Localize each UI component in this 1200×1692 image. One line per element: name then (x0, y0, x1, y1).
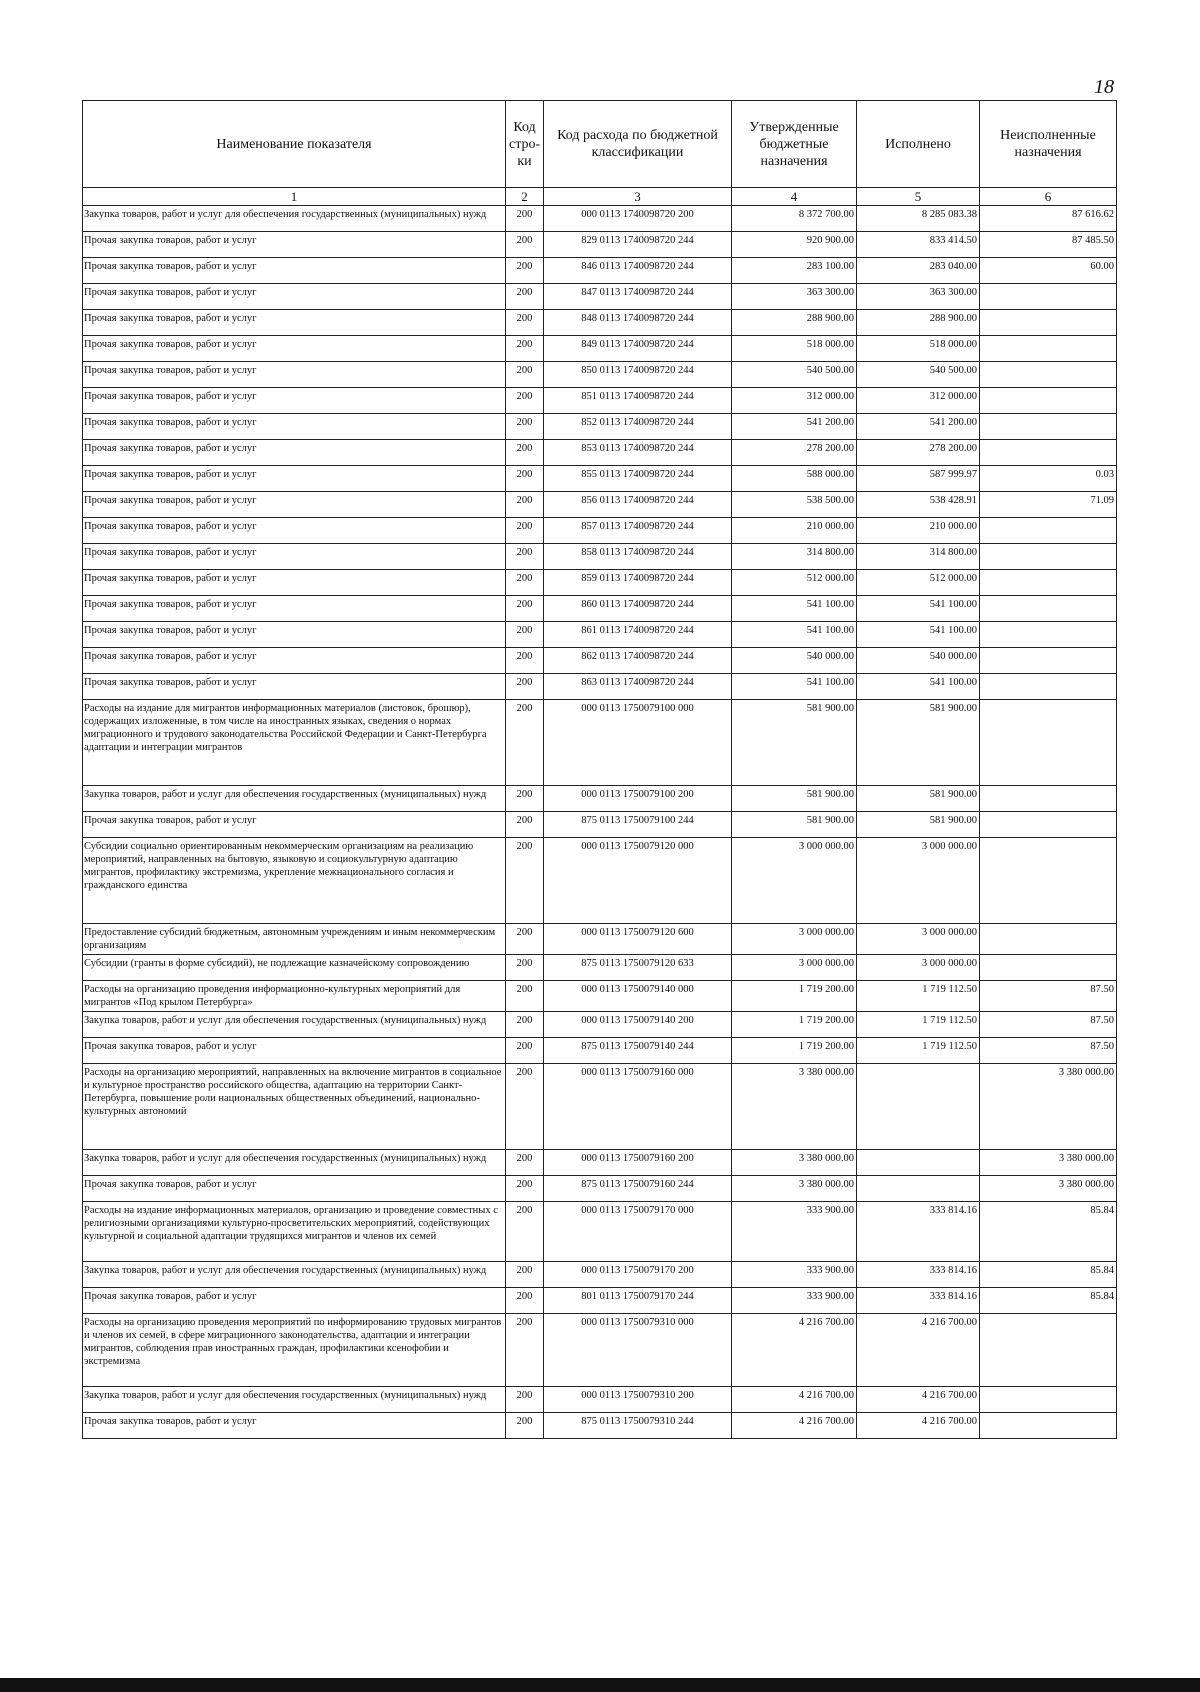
row-executed: 4 216 700.00 (857, 1314, 980, 1387)
row-approved: 1 719 200.00 (732, 1012, 857, 1038)
row-unexecuted: 85.84 (980, 1202, 1117, 1262)
table-row (83, 232, 1117, 258)
row-budget-code: 875 0113 1750079120 633 (544, 955, 732, 981)
row-approved: 581 900.00 (732, 700, 857, 786)
row-name: Закупка товаров, работ и услуг для обеспечения государственных (муниципальных) нужд (83, 1262, 506, 1288)
column-number: 4 (732, 188, 857, 206)
row-approved: 4 216 700.00 (732, 1387, 857, 1413)
column-number-row (83, 188, 1117, 206)
row-approved: 541 100.00 (732, 674, 857, 700)
row-name: Прочая закупка товаров, работ и услуг (83, 336, 506, 362)
table-row (83, 414, 1117, 440)
row-unexecuted (980, 544, 1117, 570)
row-unexecuted (980, 388, 1117, 414)
row-budget-code: 829 0113 1740098720 244 (544, 232, 732, 258)
table-row (83, 466, 1117, 492)
table-row (83, 440, 1117, 466)
row-name: Закупка товаров, работ и услуг для обеспечения государственных (муниципальных) нужд (83, 206, 506, 232)
table-row (83, 1262, 1117, 1288)
row-name: Субсидии (гранты в форме субсидий), не подлежащие казначейскому сопровождению (83, 955, 506, 981)
table-row (83, 362, 1117, 388)
row-name: Предоставление субсидий бюджетным, автономным учреждениям и иным некоммерческим организациям (83, 924, 506, 955)
row-unexecuted (980, 648, 1117, 674)
row-executed: 538 428.91 (857, 492, 980, 518)
table-row (83, 786, 1117, 812)
column-number: 6 (980, 188, 1117, 206)
row-line-code: 200 (506, 981, 544, 1012)
row-approved: 8 372 700.00 (732, 206, 857, 232)
row-line-code: 200 (506, 336, 544, 362)
table-row (83, 1314, 1117, 1387)
row-budget-code: 000 0113 1750079170 000 (544, 1202, 732, 1262)
row-approved: 333 900.00 (732, 1262, 857, 1288)
row-budget-code: 858 0113 1740098720 244 (544, 544, 732, 570)
row-executed: 8 285 083.38 (857, 206, 980, 232)
table-row (83, 336, 1117, 362)
row-approved: 541 100.00 (732, 622, 857, 648)
row-line-code: 200 (506, 206, 544, 232)
table-body (83, 206, 1117, 1439)
row-approved: 541 100.00 (732, 596, 857, 622)
row-unexecuted (980, 924, 1117, 955)
header-row (83, 101, 1117, 188)
row-budget-code: 875 0113 1750079140 244 (544, 1038, 732, 1064)
row-name: Прочая закупка товаров, работ и услуг (83, 622, 506, 648)
table-row (83, 622, 1117, 648)
row-budget-code: 000 0113 1750079100 000 (544, 700, 732, 786)
row-budget-code: 861 0113 1740098720 244 (544, 622, 732, 648)
row-unexecuted: 3 380 000.00 (980, 1064, 1117, 1150)
row-unexecuted (980, 674, 1117, 700)
row-executed: 541 100.00 (857, 622, 980, 648)
row-budget-code: 860 0113 1740098720 244 (544, 596, 732, 622)
table-row (83, 1387, 1117, 1413)
table-row (83, 1064, 1117, 1150)
row-executed (857, 1176, 980, 1202)
table-row (83, 258, 1117, 284)
row-executed: 518 000.00 (857, 336, 980, 362)
row-line-code: 200 (506, 310, 544, 336)
row-line-code: 200 (506, 440, 544, 466)
row-budget-code: 000 0113 1750079140 000 (544, 981, 732, 1012)
row-executed: 541 100.00 (857, 596, 980, 622)
table-row (83, 206, 1117, 232)
table-row (83, 700, 1117, 786)
table-row (83, 924, 1117, 955)
row-budget-code: 851 0113 1740098720 244 (544, 388, 732, 414)
row-name: Расходы на издание информационных материалов, организацию и проведение совместных с религиозными организациями культурно-просветительских мероприятий, содействующих культурной и социальной адаптации трудящихся мигрантов и членов их семей (83, 1202, 506, 1262)
row-name: Прочая закупка товаров, работ и услуг (83, 388, 506, 414)
row-unexecuted (980, 284, 1117, 310)
row-name: Прочая закупка товаров, работ и услуг (83, 440, 506, 466)
row-line-code: 200 (506, 570, 544, 596)
row-budget-code: 856 0113 1740098720 244 (544, 492, 732, 518)
table-row (83, 1038, 1117, 1064)
row-name: Закупка товаров, работ и услуг для обеспечения государственных (муниципальных) нужд (83, 1387, 506, 1413)
row-approved: 3 380 000.00 (732, 1150, 857, 1176)
row-name: Субсидии социально ориентированным некоммерческим организациям на реализацию мероприятий, направленных на бытовую, языковую и социокультурную адаптацию мигрантов, профилактику экстремизма, укрепление межнационального согласия и гражданского единства (83, 838, 506, 924)
row-unexecuted (980, 838, 1117, 924)
table-row (83, 1288, 1117, 1314)
row-executed: 3 000 000.00 (857, 838, 980, 924)
row-budget-code: 000 0113 1750079170 200 (544, 1262, 732, 1288)
row-unexecuted: 87.50 (980, 981, 1117, 1012)
scan-edge (0, 1678, 1200, 1692)
column-number: 1 (83, 188, 506, 206)
row-unexecuted: 85.84 (980, 1262, 1117, 1288)
header-unexecuted: Неисполненные назначения (980, 101, 1117, 188)
row-name: Прочая закупка товаров, работ и услуг (83, 648, 506, 674)
row-executed: 333 814.16 (857, 1262, 980, 1288)
row-approved: 581 900.00 (732, 812, 857, 838)
row-name: Прочая закупка товаров, работ и услуг (83, 1413, 506, 1439)
row-unexecuted (980, 336, 1117, 362)
row-approved: 288 900.00 (732, 310, 857, 336)
row-executed: 540 000.00 (857, 648, 980, 674)
row-approved: 4 216 700.00 (732, 1413, 857, 1439)
row-executed: 4 216 700.00 (857, 1413, 980, 1439)
row-name: Закупка товаров, работ и услуг для обеспечения государственных (муниципальных) нужд (83, 786, 506, 812)
row-line-code: 200 (506, 414, 544, 440)
row-line-code: 200 (506, 492, 544, 518)
row-approved: 3 380 000.00 (732, 1064, 857, 1150)
row-unexecuted (980, 622, 1117, 648)
row-name: Прочая закупка товаров, работ и услуг (83, 258, 506, 284)
header-line-code: Код стро- ки (506, 101, 544, 188)
row-budget-code: 875 0113 1750079100 244 (544, 812, 732, 838)
row-executed (857, 1150, 980, 1176)
row-line-code: 200 (506, 1387, 544, 1413)
row-name: Прочая закупка товаров, работ и услуг (83, 518, 506, 544)
row-budget-code: 862 0113 1740098720 244 (544, 648, 732, 674)
row-line-code: 200 (506, 648, 544, 674)
row-unexecuted (980, 786, 1117, 812)
row-line-code: 200 (506, 596, 544, 622)
row-approved: 3 380 000.00 (732, 1176, 857, 1202)
table-row (83, 544, 1117, 570)
row-budget-code: 000 0113 1750079310 000 (544, 1314, 732, 1387)
row-approved: 314 800.00 (732, 544, 857, 570)
row-approved: 3 000 000.00 (732, 955, 857, 981)
row-unexecuted: 87 485.50 (980, 232, 1117, 258)
row-line-code: 200 (506, 955, 544, 981)
row-executed: 541 200.00 (857, 414, 980, 440)
row-line-code: 200 (506, 674, 544, 700)
row-line-code: 200 (506, 1262, 544, 1288)
row-name: Прочая закупка товаров, работ и услуг (83, 674, 506, 700)
row-approved: 1 719 200.00 (732, 981, 857, 1012)
row-unexecuted (980, 1413, 1117, 1439)
row-unexecuted: 85.84 (980, 1288, 1117, 1314)
row-unexecuted (980, 310, 1117, 336)
row-line-code: 200 (506, 1150, 544, 1176)
row-unexecuted (980, 812, 1117, 838)
row-executed: 210 000.00 (857, 518, 980, 544)
header-approved: Утвержденные бюджетные назначения (732, 101, 857, 188)
row-line-code: 200 (506, 518, 544, 544)
row-line-code: 200 (506, 1064, 544, 1150)
row-executed: 333 814.16 (857, 1288, 980, 1314)
column-number: 5 (857, 188, 980, 206)
row-budget-code: 846 0113 1740098720 244 (544, 258, 732, 284)
row-approved: 363 300.00 (732, 284, 857, 310)
table-row (83, 388, 1117, 414)
row-line-code: 200 (506, 1176, 544, 1202)
row-executed: 3 000 000.00 (857, 955, 980, 981)
row-unexecuted: 87.50 (980, 1038, 1117, 1064)
row-unexecuted (980, 518, 1117, 544)
table-row (83, 955, 1117, 981)
row-name: Закупка товаров, работ и услуг для обеспечения государственных (муниципальных) нужд (83, 1150, 506, 1176)
table-row (83, 1202, 1117, 1262)
row-executed: 312 000.00 (857, 388, 980, 414)
row-name: Прочая закупка товаров, работ и услуг (83, 812, 506, 838)
row-budget-code: 000 0113 1750079120 600 (544, 924, 732, 955)
row-budget-code: 857 0113 1740098720 244 (544, 518, 732, 544)
row-name: Прочая закупка товаров, работ и услуг (83, 544, 506, 570)
row-line-code: 200 (506, 466, 544, 492)
table-row (83, 284, 1117, 310)
row-unexecuted (980, 1314, 1117, 1387)
row-unexecuted (980, 596, 1117, 622)
row-budget-code: 863 0113 1740098720 244 (544, 674, 732, 700)
row-executed: 833 414.50 (857, 232, 980, 258)
row-budget-code: 855 0113 1740098720 244 (544, 466, 732, 492)
row-line-code: 200 (506, 544, 544, 570)
row-line-code: 200 (506, 1314, 544, 1387)
row-line-code: 200 (506, 700, 544, 786)
row-approved: 518 000.00 (732, 336, 857, 362)
row-line-code: 200 (506, 1038, 544, 1064)
column-number: 2 (506, 188, 544, 206)
row-name: Прочая закупка товаров, работ и услуг (83, 466, 506, 492)
row-line-code: 200 (506, 258, 544, 284)
row-approved: 540 000.00 (732, 648, 857, 674)
row-line-code: 200 (506, 786, 544, 812)
row-approved: 4 216 700.00 (732, 1314, 857, 1387)
row-budget-code: 875 0113 1750079310 244 (544, 1413, 732, 1439)
row-approved: 541 200.00 (732, 414, 857, 440)
row-name: Прочая закупка товаров, работ и услуг (83, 232, 506, 258)
row-executed: 541 100.00 (857, 674, 980, 700)
row-budget-code: 847 0113 1740098720 244 (544, 284, 732, 310)
row-executed: 278 200.00 (857, 440, 980, 466)
table-row (83, 981, 1117, 1012)
row-name: Закупка товаров, работ и услуг для обеспечения государственных (муниципальных) нужд (83, 1012, 506, 1038)
table-row (83, 1150, 1117, 1176)
row-unexecuted: 71.09 (980, 492, 1117, 518)
row-name: Расходы на издание для мигрантов информационных материалов (листовок, брошюр), содержащих изложенные, в том числе на иностранных языках, сведения о нормах миграционного и трудового законодательства Российской Федерации и Санкт-Петербурга адаптации и интеграции мигрантов (83, 700, 506, 786)
table-row (83, 570, 1117, 596)
row-unexecuted: 60.00 (980, 258, 1117, 284)
row-budget-code: 000 0113 1750079160 200 (544, 1150, 732, 1176)
row-approved: 278 200.00 (732, 440, 857, 466)
row-executed (857, 1064, 980, 1150)
row-name: Прочая закупка товаров, работ и услуг (83, 570, 506, 596)
row-approved: 3 000 000.00 (732, 838, 857, 924)
row-approved: 1 719 200.00 (732, 1038, 857, 1064)
row-budget-code: 000 0113 1750079310 200 (544, 1387, 732, 1413)
row-budget-code: 000 0113 1740098720 200 (544, 206, 732, 232)
row-unexecuted: 3 380 000.00 (980, 1176, 1117, 1202)
row-executed: 1 719 112.50 (857, 981, 980, 1012)
table-row (83, 518, 1117, 544)
row-unexecuted: 0.03 (980, 466, 1117, 492)
row-executed: 581 900.00 (857, 786, 980, 812)
header-name: Наименование показателя (83, 101, 506, 188)
table-row (83, 1012, 1117, 1038)
row-unexecuted (980, 570, 1117, 596)
table-row (83, 492, 1117, 518)
row-executed: 288 900.00 (857, 310, 980, 336)
row-line-code: 200 (506, 388, 544, 414)
row-approved: 3 000 000.00 (732, 924, 857, 955)
row-approved: 540 500.00 (732, 362, 857, 388)
row-executed: 283 040.00 (857, 258, 980, 284)
row-approved: 333 900.00 (732, 1288, 857, 1314)
row-name: Прочая закупка товаров, работ и услуг (83, 1038, 506, 1064)
row-unexecuted (980, 414, 1117, 440)
row-line-code: 200 (506, 1202, 544, 1262)
row-line-code: 200 (506, 812, 544, 838)
row-name: Прочая закупка товаров, работ и услуг (83, 596, 506, 622)
table-row (83, 310, 1117, 336)
row-line-code: 200 (506, 838, 544, 924)
row-line-code: 200 (506, 232, 544, 258)
row-line-code: 200 (506, 924, 544, 955)
row-name: Прочая закупка товаров, работ и услуг (83, 492, 506, 518)
row-executed: 3 000 000.00 (857, 924, 980, 955)
row-approved: 512 000.00 (732, 570, 857, 596)
table-row (83, 674, 1117, 700)
row-line-code: 200 (506, 1288, 544, 1314)
row-budget-code: 801 0113 1750079170 244 (544, 1288, 732, 1314)
table-row (83, 812, 1117, 838)
row-name: Расходы на организацию проведения информационно-культурных мероприятий для мигрантов «Под крылом Петербурга» (83, 981, 506, 1012)
row-line-code: 200 (506, 1413, 544, 1439)
row-budget-code: 000 0113 1750079160 000 (544, 1064, 732, 1150)
row-unexecuted (980, 700, 1117, 786)
table-row (83, 1176, 1117, 1202)
row-budget-code: 852 0113 1740098720 244 (544, 414, 732, 440)
row-budget-code: 859 0113 1740098720 244 (544, 570, 732, 596)
row-approved: 920 900.00 (732, 232, 857, 258)
row-executed: 4 216 700.00 (857, 1387, 980, 1413)
budget-execution-table (82, 100, 1117, 1439)
row-executed: 581 900.00 (857, 700, 980, 786)
row-budget-code: 000 0113 1750079120 000 (544, 838, 732, 924)
row-executed: 1 719 112.50 (857, 1012, 980, 1038)
row-approved: 312 000.00 (732, 388, 857, 414)
row-executed: 581 900.00 (857, 812, 980, 838)
row-line-code: 200 (506, 1012, 544, 1038)
row-unexecuted (980, 1387, 1117, 1413)
row-unexecuted: 87.50 (980, 1012, 1117, 1038)
row-budget-code: 000 0113 1750079140 200 (544, 1012, 732, 1038)
row-unexecuted: 87 616.62 (980, 206, 1117, 232)
column-number: 3 (544, 188, 732, 206)
row-executed: 333 814.16 (857, 1202, 980, 1262)
row-line-code: 200 (506, 362, 544, 388)
row-name: Расходы на организацию мероприятий, направленных на включение мигрантов в социальное и культурное пространство российского общества, адаптацию на территории Санкт-Петербурга, повышение роли национальных общественных объединений, национально-культурных автономий (83, 1064, 506, 1150)
row-name: Прочая закупка товаров, работ и услуг (83, 1176, 506, 1202)
row-unexecuted: 3 380 000.00 (980, 1150, 1117, 1176)
row-name: Прочая закупка товаров, работ и услуг (83, 362, 506, 388)
row-budget-code: 850 0113 1740098720 244 (544, 362, 732, 388)
row-executed: 540 500.00 (857, 362, 980, 388)
page-number: 18 (1094, 76, 1114, 98)
row-name: Прочая закупка товаров, работ и услуг (83, 414, 506, 440)
row-approved: 588 000.00 (732, 466, 857, 492)
header-budget-code: Код расхода по бюджетной классификации (544, 101, 732, 188)
header-executed: Исполнено (857, 101, 980, 188)
row-approved: 210 000.00 (732, 518, 857, 544)
row-approved: 538 500.00 (732, 492, 857, 518)
row-executed: 363 300.00 (857, 284, 980, 310)
row-unexecuted (980, 362, 1117, 388)
row-executed: 512 000.00 (857, 570, 980, 596)
row-name: Прочая закупка товаров, работ и услуг (83, 310, 506, 336)
row-budget-code: 875 0113 1750079160 244 (544, 1176, 732, 1202)
row-name: Прочая закупка товаров, работ и услуг (83, 1288, 506, 1314)
row-executed: 1 719 112.50 (857, 1038, 980, 1064)
table-row (83, 596, 1117, 622)
row-name: Расходы на организацию проведения мероприятий по информированию трудовых мигрантов и членов их семей, в сфере миграционного законодательства, адаптации и интеграции мигрантов, соблюдения прав иностранных граждан, профилактики ксенофобии и экстремизма (83, 1314, 506, 1387)
row-executed: 314 800.00 (857, 544, 980, 570)
row-budget-code: 853 0113 1740098720 244 (544, 440, 732, 466)
row-approved: 283 100.00 (732, 258, 857, 284)
row-line-code: 200 (506, 284, 544, 310)
row-name: Прочая закупка товаров, работ и услуг (83, 284, 506, 310)
row-approved: 333 900.00 (732, 1202, 857, 1262)
table-row (83, 838, 1117, 924)
row-budget-code: 848 0113 1740098720 244 (544, 310, 732, 336)
row-executed: 587 999.97 (857, 466, 980, 492)
row-approved: 581 900.00 (732, 786, 857, 812)
row-line-code: 200 (506, 622, 544, 648)
row-budget-code: 000 0113 1750079100 200 (544, 786, 732, 812)
table-row (83, 648, 1117, 674)
row-unexecuted (980, 440, 1117, 466)
row-unexecuted (980, 955, 1117, 981)
row-budget-code: 849 0113 1740098720 244 (544, 336, 732, 362)
table-row (83, 1413, 1117, 1439)
